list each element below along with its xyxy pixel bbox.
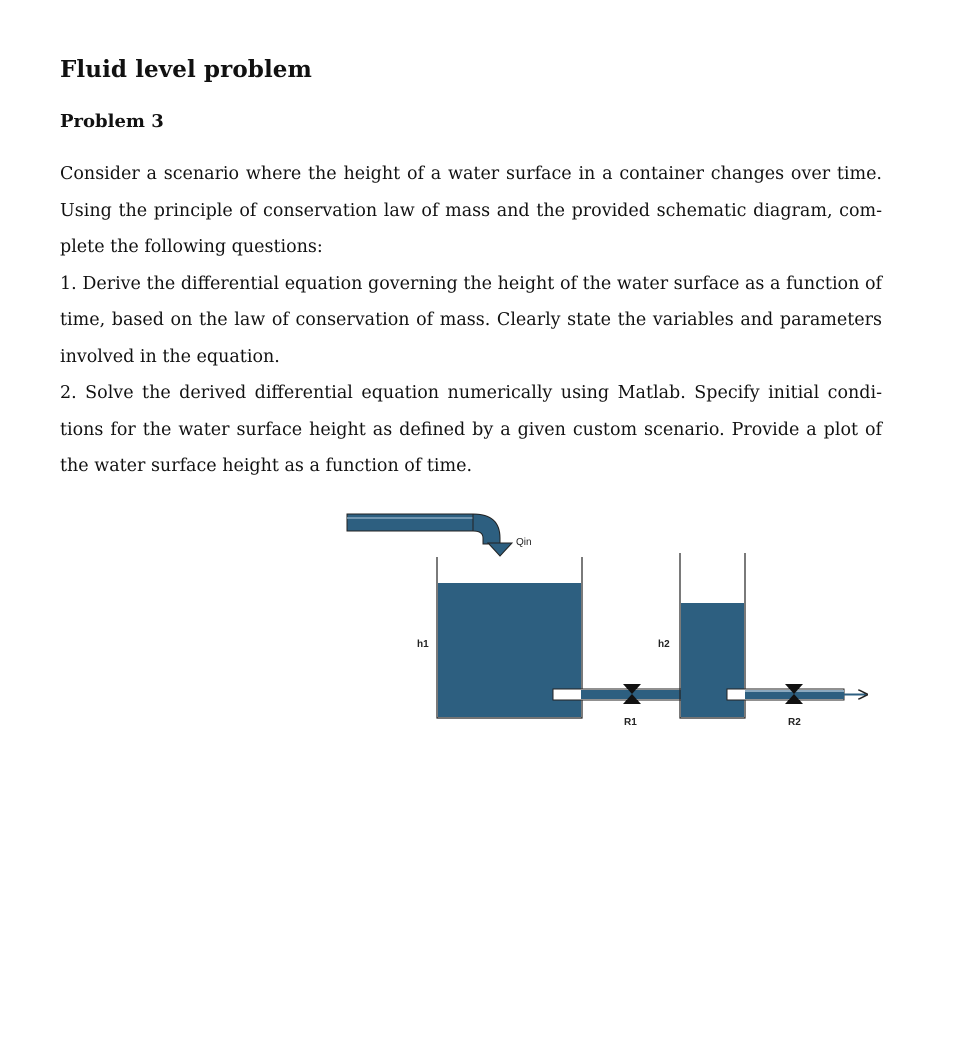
- problem-heading: Problem 3: [60, 111, 164, 132]
- valve-r1-label: R1: [624, 717, 637, 728]
- page-title: Fluid level problem: [60, 56, 312, 83]
- inflow-pipe: [347, 514, 512, 556]
- tank-1-height-label: h1: [417, 639, 429, 650]
- paragraph-question-2: 2. Solve the derived differential equation numerically using Matlab. Specify initial condi- tions for the water surface height as defined by a given custom scenario. Provide a plot of the water surface height as a function of time.: [60, 383, 882, 476]
- paragraph-question-1: 1. Derive the differential equation governing the height of the water surface as a function of time, based on the law of conservation of mass. Clearly state the variables and parameters involved in the equation.: [60, 273, 882, 367]
- tank-2-height-label: h2: [658, 639, 670, 650]
- paragraph-intro: Consider a scenario where the height of a water surface in a container changes over time. Using the principle of conservation law of mass and the provided schematic diagram, com- plete the following questions:: [60, 164, 882, 257]
- valve-r2-label: R2: [788, 717, 801, 728]
- inflow-label: Qin: [516, 537, 532, 548]
